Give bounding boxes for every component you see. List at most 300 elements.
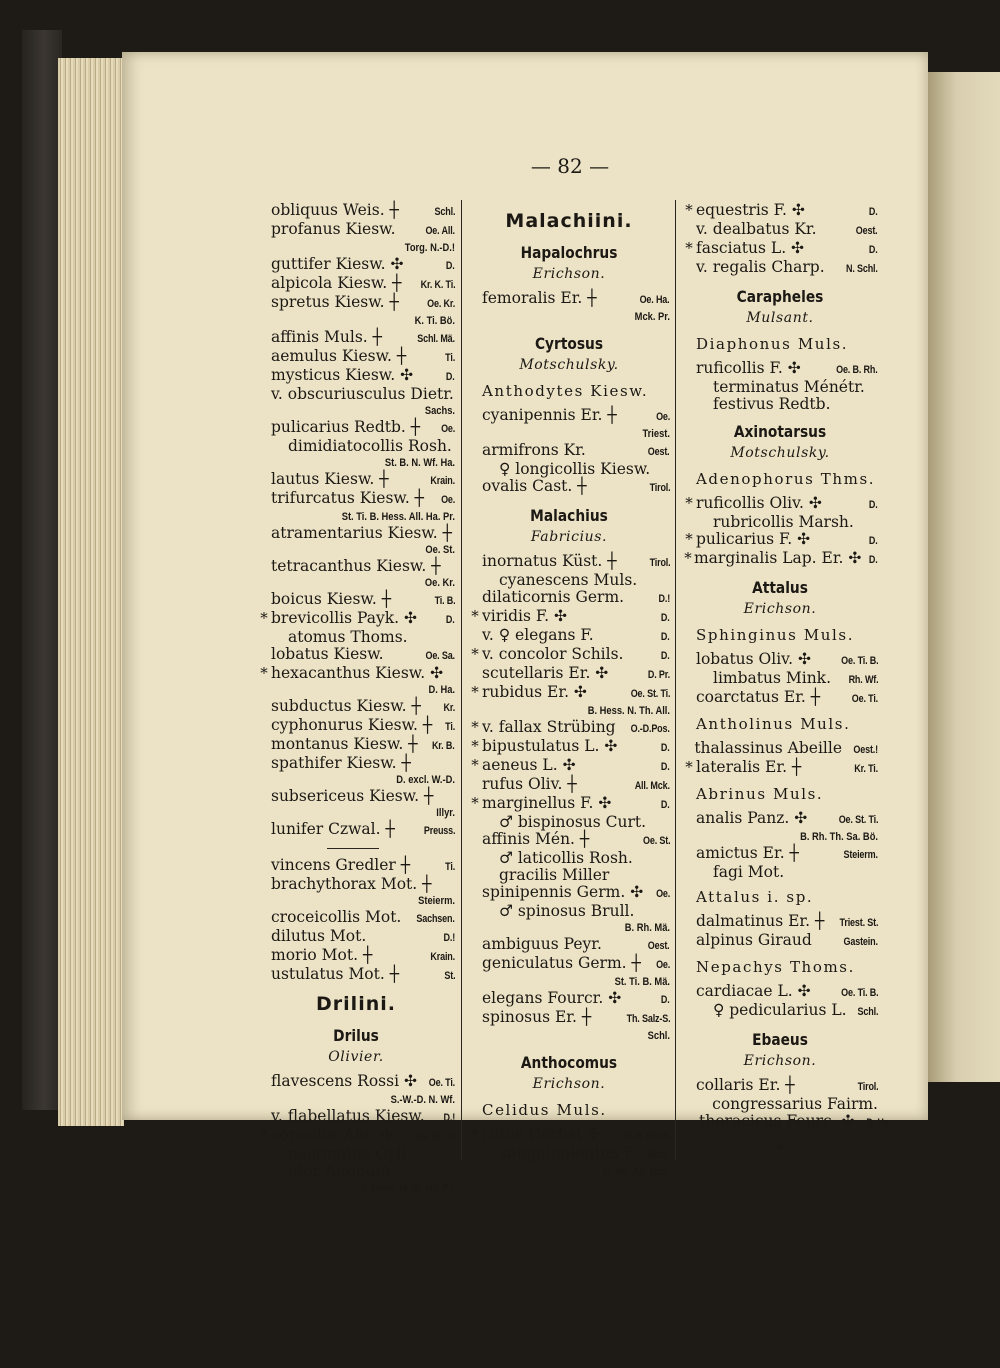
species-name: pulicarius Redtb. ┼ — [271, 418, 421, 436]
species-name: ruficollis F. ✣ — [696, 359, 801, 377]
distribution: Ti. — [445, 352, 455, 364]
asterisk-marker: * — [471, 737, 479, 755]
species-name: ♂ laticollis Rosh. — [499, 849, 633, 867]
distribution: Oe. — [655, 411, 670, 423]
species-entry — [257, 348, 455, 367]
species-entry — [682, 864, 878, 881]
page-edges — [58, 58, 124, 1126]
distribution: Preuss. — [423, 825, 455, 837]
species-name: dalmatinus Er. ┼ — [696, 912, 825, 930]
species-entry — [468, 665, 670, 684]
species-entry — [468, 903, 670, 920]
distribution: St. — [443, 970, 455, 982]
species-entry — [682, 495, 878, 514]
distribution: D. — [446, 371, 455, 383]
species-entry — [682, 932, 878, 951]
species-name: spinosus Er. ┼ — [482, 1008, 592, 1026]
species-entry — [468, 831, 670, 850]
species-entry — [468, 589, 670, 608]
species-name: gracilis Miller — [499, 866, 610, 884]
distribution: D. — [661, 631, 670, 643]
species-name: rufus Herbst ✣ — [482, 1125, 601, 1143]
species-name: dimidiatocollis Rosh. — [288, 437, 452, 455]
distribution: D. — [869, 554, 878, 566]
species-entry — [257, 646, 455, 665]
distribution-continued: B. Rh. Th. Sa. Bö. — [800, 831, 878, 843]
species-name: cyanipennis Er. ┼ — [482, 406, 617, 424]
distribution: Schl. — [434, 206, 455, 218]
species-entry — [682, 531, 878, 550]
asterisk-marker: * — [471, 607, 479, 625]
genus-heading: Attalus — [752, 578, 808, 597]
species-name: dilutus Mot. — [271, 927, 367, 945]
species-entry — [257, 1163, 455, 1180]
distribution: Kr. K. Ti. — [420, 279, 455, 291]
species-name: ♀ longicollis Kiesw. — [499, 460, 651, 478]
species-entry — [468, 990, 670, 1009]
column-right — [682, 201, 891, 1159]
species-name: marginalis Lap. Er. ✣ — [693, 549, 862, 567]
species-entry — [257, 471, 455, 490]
asterisk-marker: * — [260, 609, 268, 627]
species-entry — [257, 1127, 455, 1146]
end-asterisk: * — [776, 1140, 784, 1159]
species-name: aemulus Kiesw. ┼ — [271, 347, 407, 365]
distribution: D. — [661, 761, 670, 773]
species-name: flavescens Rossi ✣ — [271, 1072, 417, 1090]
species-entry — [468, 776, 670, 795]
species-entry — [468, 850, 670, 867]
species-name: thoracicus Fourc. ✣ — [699, 1112, 855, 1130]
species-name: dilaticornis Germ. — [482, 588, 625, 606]
genus-author: Olivier. — [328, 1049, 384, 1065]
species-entry — [682, 259, 878, 278]
distribution: Oe. St. Ti. — [415, 1131, 455, 1143]
asterisk-marker: * — [471, 1125, 479, 1143]
distribution: St. B. Hess. — [622, 1130, 670, 1142]
subgenus-heading: Celidus Muls. — [482, 1101, 607, 1119]
species-name: rufus Oliv. ┼ — [482, 775, 577, 793]
species-entry — [468, 719, 670, 738]
distribution: Kr. — [443, 702, 455, 714]
species-name: inornatus Küst. ┼ — [482, 552, 617, 570]
species-entry — [257, 1073, 455, 1092]
distribution: Oe. Ti. B. — [840, 655, 878, 667]
genus-author: Erichson. — [532, 266, 606, 282]
species-entry — [257, 857, 455, 876]
species-entry — [682, 1002, 878, 1021]
species-name: pulicarius F. ✣ — [696, 530, 811, 548]
species-name: brevicollis Payk. ✣ — [271, 609, 417, 627]
species-entry — [468, 442, 670, 461]
species-entry — [257, 947, 455, 966]
species-name: spathifer Kiesw. ┼ — [271, 754, 411, 772]
species-entry — [468, 461, 670, 478]
species-name: marginellus F. ✣ — [482, 794, 612, 812]
species-entry — [257, 275, 455, 294]
asterisk-marker: * — [685, 494, 693, 512]
species-entry — [468, 1009, 670, 1028]
distribution: Oe. — [440, 423, 455, 435]
genus-heading: Drilus — [333, 1026, 379, 1045]
distribution: Th. Salz-S. — [626, 1013, 670, 1025]
asterisk-marker: * — [685, 758, 693, 776]
species-name: v. obscuriusculus Dietr. — [271, 385, 454, 403]
species-name: equestris F. ✣ — [696, 201, 805, 219]
distribution-continued: D. Ha. — [428, 684, 455, 696]
species-entry — [257, 591, 455, 610]
distribution: Schl. Mä. — [417, 333, 455, 345]
species-name: ruficollis Oliv. ✣ — [696, 494, 822, 512]
species-entry — [682, 379, 878, 396]
species-entry — [682, 845, 878, 864]
distribution: All. Mck. — [634, 780, 670, 792]
species-entry — [257, 438, 455, 455]
species-name: aeneus L. ✣ — [482, 756, 576, 774]
distribution: Oe. Kr. — [427, 298, 455, 310]
species-entry — [257, 788, 455, 805]
species-entry — [257, 558, 455, 575]
species-name: profanus Kiesw. — [271, 220, 396, 238]
distribution: Krain. — [430, 475, 455, 487]
species-entry — [257, 386, 455, 403]
page-number: — 82 — — [530, 154, 610, 178]
distribution: Rh. Wf. — [848, 674, 878, 686]
distribution: D. — [869, 499, 878, 511]
distribution-continued: D. excl. W.-D. — [396, 774, 455, 786]
species-name: armifrons Kr. — [482, 441, 586, 459]
distribution: Oe. — [440, 494, 455, 506]
species-entry — [257, 755, 455, 772]
species-entry — [682, 202, 878, 221]
species-name: coarctatus Er. ┼ — [696, 688, 821, 706]
distribution: D. — [661, 799, 670, 811]
species-entry — [257, 256, 455, 275]
asterisk-marker: * — [471, 756, 479, 774]
species-entry — [257, 966, 455, 985]
distribution-continued: N. Wf. All. Mck. — [603, 1166, 670, 1178]
species-name: limbatus Mink. — [713, 669, 831, 687]
species-entry — [682, 740, 878, 759]
species-entry — [257, 736, 455, 755]
species-name: subsericeus Kiesw. ┼ — [271, 787, 434, 805]
distribution: Oe. All. — [425, 225, 455, 237]
distribution: Metz. — [648, 1149, 670, 1161]
distribution-continued: St. B. N. Wf. Ha. — [384, 457, 455, 469]
distribution: N. Schl. — [846, 263, 878, 275]
genus-author: Erichson. — [532, 1076, 606, 1092]
distribution: Ti. — [445, 861, 455, 873]
species-name: v. concolor Schils. — [482, 645, 624, 663]
distribution: Ti. — [445, 721, 455, 733]
species-name: lautus Kiesw. ┼ — [271, 470, 389, 488]
distribution: Oest. — [856, 225, 878, 237]
distribution: D. — [869, 206, 878, 218]
distribution: D. — [661, 994, 670, 1006]
species-name: festivus Redtb. — [713, 395, 831, 413]
genus-heading: Malachius — [530, 506, 608, 525]
distribution-continued: Triest. — [642, 428, 670, 440]
column-rule — [675, 200, 676, 1160]
distribution: Oe. St. Ti. — [838, 814, 878, 826]
distribution: D. — [661, 742, 670, 754]
species-entry — [682, 1077, 878, 1096]
species-name: v. regalis Charp. — [696, 258, 825, 276]
species-entry — [468, 553, 670, 572]
column-rule — [461, 200, 462, 1160]
species-entry — [468, 867, 670, 884]
species-name: fasciatus L. ✣ — [696, 239, 805, 257]
species-name: collaris Er. ┼ — [696, 1076, 795, 1094]
distribution: O.-D.Pos. — [630, 723, 670, 735]
distribution: Tirol. — [649, 482, 670, 494]
species-name: scutellaris Er. ✣ — [482, 664, 609, 682]
species-name: ambiguus Peyr. — [482, 935, 602, 953]
species-entry — [257, 717, 455, 736]
species-entry — [257, 909, 455, 928]
facing-page-edge — [928, 72, 1000, 1082]
species-entry — [468, 955, 670, 974]
distribution: Oe. Ha. — [640, 294, 670, 306]
species-name: morio Mot. ┼ — [271, 946, 373, 964]
distribution-continued: S.-W.-D. N. Wf. — [390, 1094, 455, 1106]
species-entry — [257, 490, 455, 509]
species-entry — [682, 1096, 878, 1113]
species-entry — [257, 419, 455, 438]
distribution: Schl. — [857, 1006, 878, 1018]
species-name: atramentarius Kiesw. ┼ — [271, 524, 452, 542]
species-name: rubidus Er. ✣ — [482, 683, 587, 701]
species-name: cyanescens Muls. — [499, 571, 638, 589]
species-entry — [257, 610, 455, 629]
species-entry — [468, 738, 670, 757]
species-entry — [682, 983, 878, 1002]
distribution-continued: Schl. — [647, 1030, 670, 1042]
distribution-continued: Oe. Kr. — [424, 577, 455, 589]
genus-heading: Ebaeus — [752, 1030, 808, 1049]
column-middle — [468, 202, 670, 1180]
species-entry — [468, 290, 670, 309]
subgenus-heading: Antholinus Muls. — [696, 715, 851, 733]
distribution: Oest. — [648, 446, 670, 458]
species-entry — [682, 221, 878, 240]
distribution: D. — [661, 612, 670, 624]
distribution: Oe. — [655, 959, 670, 971]
species-entry — [682, 670, 878, 689]
species-name: atomus Thoms. — [288, 628, 408, 646]
distribution: Oe. St. — [642, 835, 670, 847]
species-name: lobatus Kiesw. — [271, 645, 384, 663]
species-entry — [682, 1112, 891, 1132]
species-entry — [257, 294, 455, 313]
genus-heading: Carapheles — [736, 287, 824, 306]
distribution: D. — [446, 614, 455, 626]
species-name: ater Audouin — [288, 1162, 391, 1180]
distribution: D.! — [443, 1112, 455, 1124]
species-entry — [468, 795, 670, 814]
genus-author: Mulsant. — [746, 310, 814, 326]
subgenus-heading: Diaphonus Muls. — [696, 335, 849, 353]
distribution: Oe. B. Rh. — [836, 364, 878, 376]
species-name: femoralis Er. ┼ — [482, 289, 597, 307]
book-binding — [22, 30, 62, 1110]
species-name: concolor Ahr. ✣ — [271, 1126, 394, 1144]
species-name: spinipennis Germ. ✣ — [482, 883, 644, 901]
subgenus-heading: Attalus i. sp. — [696, 888, 814, 906]
distribution: Kr. Ti. — [854, 763, 878, 775]
species-entry — [682, 759, 878, 778]
species-name: montanus Kiesw. ┼ — [271, 735, 418, 753]
species-name: ♀ pedicularius L. — [713, 1001, 847, 1019]
asterisk-marker: * — [684, 549, 692, 567]
species-entry — [468, 684, 670, 703]
species-entry — [682, 913, 878, 932]
species-entry — [468, 757, 670, 776]
species-name: spretus Kiesw. ┼ — [271, 293, 399, 311]
asterisk-marker: * — [471, 683, 479, 701]
asterisk-marker: * — [260, 664, 268, 682]
species-name: croceicollis Mot. — [271, 908, 402, 926]
species-name: alpinus Giraud — [696, 931, 812, 949]
species-entry — [257, 665, 455, 682]
species-name: boicus Kiesw. ┼ — [271, 590, 392, 608]
species-entry — [468, 478, 670, 497]
species-entry — [257, 629, 455, 646]
distribution-continued: Sachs. — [424, 405, 455, 417]
tribe-heading: Drilini. — [316, 993, 396, 1015]
species-entry — [257, 329, 455, 348]
species-name: ♂ spinosus Brull. — [499, 902, 635, 920]
species-entry — [682, 514, 878, 531]
genus-heading: Anthocomus — [520, 1053, 618, 1072]
distribution: Oe. Ti. — [851, 693, 878, 705]
species-name: pectinatus Gyll. — [288, 1145, 412, 1163]
distribution: D. — [869, 535, 878, 547]
species-entry — [257, 202, 455, 221]
distribution: Oest.! — [853, 744, 878, 756]
species-name: thalassinus Abeille — [694, 739, 843, 757]
species-entry — [682, 240, 878, 259]
asterisk-marker: * — [471, 645, 479, 663]
species-entry — [468, 646, 670, 665]
species-name: v. flabellatus Kiesw. — [271, 1107, 425, 1125]
distribution: D. Pr. — [647, 669, 670, 681]
column-left — [257, 202, 455, 1196]
distribution: Sachsen. — [416, 913, 455, 925]
distribution: Oe. Ti. — [428, 1077, 455, 1089]
distribution: Gastein. — [843, 936, 878, 948]
species-name: viridis F. ✣ — [482, 607, 568, 625]
distribution: D. — [661, 650, 670, 662]
species-entry — [468, 1145, 670, 1164]
species-name: tetracanthus Kiesw. ┼ — [271, 557, 441, 575]
asterisk-marker: * — [685, 530, 693, 548]
species-name: analis Panz. ✣ — [696, 809, 808, 827]
species-name: v. dealbatus Kr. — [696, 220, 817, 238]
species-name: fagi Mot. — [713, 863, 785, 881]
species-entry — [682, 550, 878, 569]
distribution-continued: Oe. St. — [425, 544, 455, 556]
species-name: terminatus Ménétr. — [713, 378, 865, 396]
distribution-continued: K. Ti. Bö. — [414, 315, 455, 327]
species-name: lobatus Oliv. ✣ — [696, 650, 811, 668]
genus-author: Erichson. — [743, 601, 817, 617]
species-entry — [682, 396, 878, 413]
species-entry — [682, 651, 878, 670]
species-name: affinis Mén. ┼ — [482, 830, 590, 848]
species-name: lateralis Er. ┼ — [696, 758, 802, 776]
distribution: D.! — [658, 593, 670, 605]
subgenus-heading: Abrinus Muls. — [696, 785, 824, 803]
species-entry — [257, 698, 455, 717]
species-name: rubricollis Marsh. — [713, 513, 854, 531]
species-name: elegans Fourcr. ✣ — [482, 989, 622, 1007]
subgenus-heading: Nepachys Thoms. — [696, 958, 855, 976]
species-entry — [468, 572, 670, 589]
distribution: Kr. B. — [432, 740, 455, 752]
species-name: amictus Er. ┼ — [696, 844, 799, 862]
species-entry — [257, 928, 455, 947]
species-entry — [257, 876, 455, 893]
asterisk-marker: * — [260, 1126, 268, 1144]
species-name: alpicola Kiesw. ┼ — [271, 274, 402, 292]
species-name: subductus Kiesw. ┼ — [271, 697, 421, 715]
species-entry — [468, 407, 670, 426]
species-entry — [468, 936, 670, 955]
tribe-heading: Malachiini. — [505, 210, 633, 232]
species-name: mysticus Kiesw. ✣ — [271, 366, 414, 384]
asterisk-marker: * — [685, 239, 693, 257]
subgenus-heading: Sphinginus Muls. — [696, 626, 855, 644]
separator-line — [327, 848, 379, 849]
species-name: guttifer Kiesw. ✣ — [271, 255, 404, 273]
species-name: ♂ bispinosus Curt. — [499, 813, 647, 831]
distribution: Tirol. — [857, 1081, 878, 1093]
distribution: D. — [446, 260, 455, 272]
species-entry — [468, 627, 670, 646]
distribution: Oe. Ti. B. — [840, 987, 878, 999]
distribution: Tirol. — [649, 557, 670, 569]
distribution: Oe. Sa. — [425, 650, 455, 662]
species-name: trifurcatus Kiesw. ┼ — [271, 489, 425, 507]
species-name: ovalis Cast. ┼ — [482, 477, 587, 495]
distribution-continued: St. Ti. B. Mä. — [614, 976, 670, 988]
species-name: geniculatus Germ. ┼ — [482, 954, 641, 972]
species-entry — [468, 814, 670, 831]
species-name: affinis Muls. ┼ — [271, 328, 382, 346]
species-name: congressarius Fairm. — [712, 1095, 878, 1113]
distribution: Steierm. — [843, 849, 878, 861]
distribution-continued: Torg. N.-D.! — [404, 242, 455, 254]
distribution: Ti. B. — [434, 595, 455, 607]
species-name: hexacanthus Kiesw. ✣ — [271, 664, 444, 682]
species-name: v. ♀ elegans F. — [482, 626, 594, 644]
distribution-continued: B. Rh. Mä. — [624, 922, 670, 934]
distribution: Oe. — [655, 888, 670, 900]
species-name: ustulatus Mot. ┼ — [271, 965, 400, 983]
species-entry — [257, 525, 455, 542]
species-entry — [468, 1126, 670, 1145]
distribution: Triest. St. — [839, 917, 878, 929]
species-name: v. fallax Strübing — [482, 718, 616, 736]
distribution-continued: St. Ti. B. Hess. All. Ha. Pr. — [341, 511, 455, 523]
species-entry — [468, 608, 670, 627]
species-entry — [257, 367, 455, 386]
genus-heading: Axinotarsus — [733, 422, 827, 441]
distribution: Oest. — [648, 940, 670, 952]
species-name: obliquus Weis. ┼ — [271, 201, 399, 219]
distribution: D.! — [443, 932, 455, 944]
